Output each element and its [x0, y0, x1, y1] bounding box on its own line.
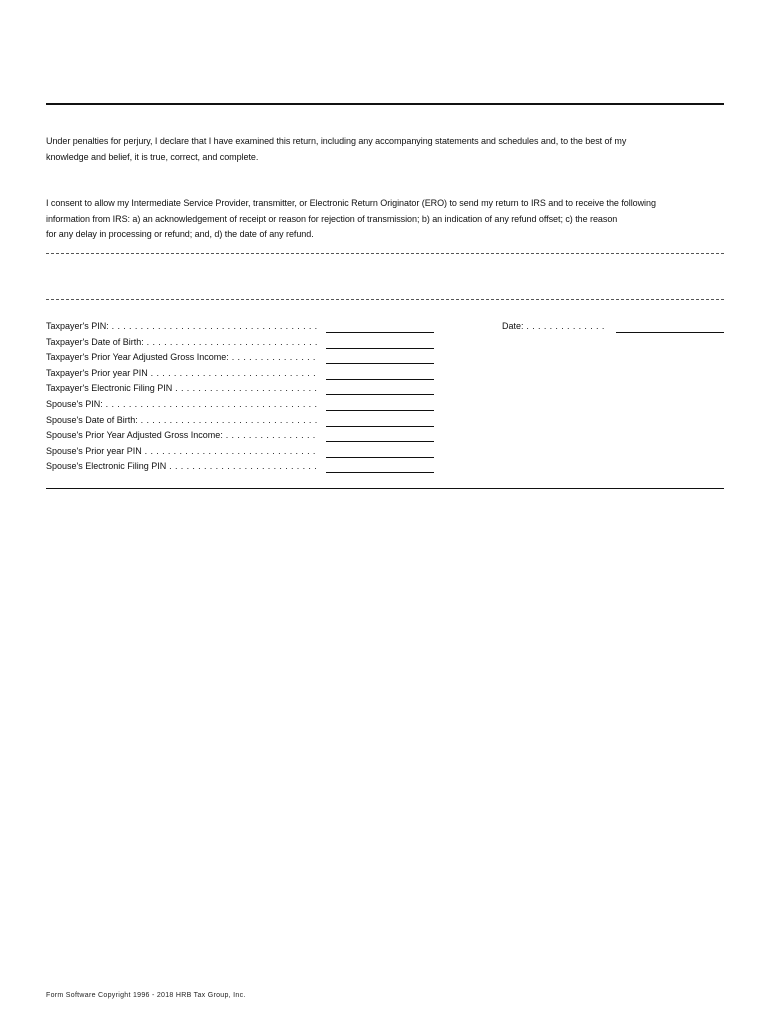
- top-rule: [46, 103, 724, 105]
- field-label: Taxpayer's Prior year PIN . . .: [46, 366, 318, 381]
- consent-line: I consent to allow my Intermediate Service Provider, transmitter, or Electronic Return Originator (ERO) to send my return to IRS and to receive the following: [46, 198, 656, 208]
- date-label: Date: . . .: [502, 319, 608, 334]
- bottom-rule: [46, 488, 724, 489]
- taxpayer-prior-agi-input[interactable]: [326, 363, 434, 364]
- dashed-divider: [46, 253, 724, 254]
- field-label: Taxpayer's Prior Year Adjusted Gross Income: . . .: [46, 350, 318, 365]
- field-taxpayer-dob: [46, 335, 446, 351]
- spouse-prior-pin-input[interactable]: [326, 457, 434, 458]
- spouse-efile-pin-input[interactable]: [326, 472, 434, 473]
- field-label: Taxpayer's Electronic Filing PIN . . .: [46, 381, 318, 396]
- taxpayer-pin-input[interactable]: [326, 332, 434, 333]
- field-spouse-dob: [46, 413, 446, 429]
- perjury-line: knowledge and belief, it is true, correct, and complete.: [46, 151, 259, 162]
- perjury-declaration: [46, 134, 726, 165]
- field-label: Spouse's Date of Birth: . . .: [46, 413, 318, 428]
- field-taxpayer-efile-pin: [46, 381, 446, 397]
- spouse-prior-agi-input[interactable]: [326, 441, 434, 442]
- perjury-line: Under penalties for perjury, I declare that I have examined this return, including any accompanying statements and schedules and, to the best of my: [46, 136, 627, 146]
- field-spouse-efile-pin: [46, 459, 446, 475]
- field-spouse-pin: [46, 397, 446, 413]
- consent-statement: [46, 196, 726, 243]
- field-label: Spouse's PIN: . . .: [46, 397, 318, 412]
- taxpayer-prior-pin-input[interactable]: [326, 379, 434, 380]
- field-label: Taxpayer's PIN: . . .: [46, 319, 318, 334]
- pin-fields: [46, 319, 446, 475]
- field-spouse-prior-pin: [46, 444, 446, 460]
- copyright-footer: Form Software Copyright 1996 - 2018 HRB Tax Group, Inc.: [46, 992, 246, 999]
- field-taxpayer-prior-pin: [46, 366, 446, 382]
- taxpayer-dob-input[interactable]: [326, 348, 434, 349]
- field-label: Spouse's Electronic Filing PIN . . .: [46, 459, 318, 474]
- field-spouse-prior-agi: [46, 428, 446, 444]
- spouse-dob-input[interactable]: [326, 426, 434, 427]
- field-taxpayer-pin: [46, 319, 446, 335]
- date-input[interactable]: [616, 332, 724, 333]
- field-label: Spouse's Prior year PIN . . .: [46, 444, 318, 459]
- field-label: Taxpayer's Date of Birth: . . .: [46, 335, 318, 350]
- taxpayer-efile-pin-input[interactable]: [326, 394, 434, 395]
- spouse-pin-input[interactable]: [326, 410, 434, 411]
- dashed-divider: [46, 299, 724, 300]
- consent-line: for any delay in processing or refund; and, d) the date of any refund.: [46, 229, 314, 239]
- field-taxpayer-prior-agi: [46, 350, 446, 366]
- field-label: Spouse's Prior Year Adjusted Gross Income: . . .: [46, 428, 318, 443]
- consent-line: information from IRS: a) an acknowledgement of receipt or reason for rejection of transmission; b) an indication of any refund offset; c) the reason: [46, 213, 618, 224]
